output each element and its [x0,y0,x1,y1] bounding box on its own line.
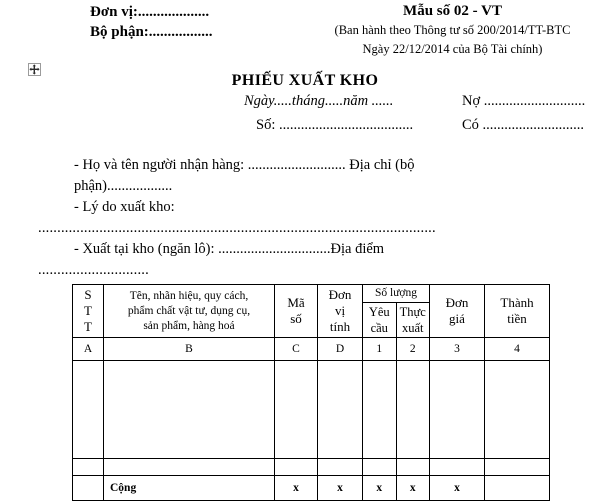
marker-cell-a: A [73,338,104,361]
header-cell-quantity-requested [363,303,397,338]
marker-cell-4: 4 [485,338,550,361]
cell-code[interactable] [275,361,318,459]
goods-table [72,284,550,501]
total-cell-amount [485,476,550,501]
cell-unit-price[interactable] [430,361,485,459]
stt-letter-2: T [84,303,92,318]
cell-amount[interactable] [485,459,550,476]
dotted-filler-line-2: ............................. [38,262,149,278]
receiver-department-line: phận).................. [74,178,173,194]
header-cell-name [104,285,275,338]
cell-qty-requested[interactable] [363,361,397,459]
total-cell-qty-requested: x [363,476,397,501]
table-total-row [73,476,550,501]
header-cell-unit-price [430,285,485,338]
cell-qty-requested[interactable] [363,459,397,476]
marker-cell-b: B [104,338,275,361]
warehouse-location-line: - Xuất tại kho (ngăn lô): ...............................Địa điểm [74,241,385,257]
table-column-marker-row [73,338,550,361]
marker-cell-d: D [318,338,363,361]
title-block [0,72,600,138]
document-number-line: Số: ..................................... [256,117,414,133]
cell-unit[interactable] [318,459,363,476]
cell-name[interactable] [104,459,275,476]
form-code-label: Mẫu số 02 - VT [403,3,502,19]
credit-account-line: Có ............................ [462,117,585,133]
export-reason-line: - Lý do xuất kho: [74,199,175,215]
total-label: Cộng [104,476,275,501]
header-cell-stt [73,285,104,338]
total-cell-unit-price: x [430,476,485,501]
table-row[interactable] [73,361,550,459]
marker-cell-3: 3 [430,338,485,361]
code-header-line-2: số [290,311,302,326]
unit-price-header-line-1: Đơn [445,295,469,310]
code-header-line-1: Mã [287,295,305,310]
document-date-line: Ngày.....tháng.....năm ...... [244,93,394,109]
cell-stt[interactable] [73,361,104,459]
cell-unit[interactable] [318,361,363,459]
cell-stt[interactable] [73,459,104,476]
goods-table-container [72,284,550,501]
stt-letter-1: S [84,287,92,302]
qty-actual-line-2: xuất [401,321,424,335]
cell-code[interactable] [275,459,318,476]
stt-letter-3: T [84,319,92,334]
qty-requested-line-2: cầu [370,321,388,335]
cell-qty-actual[interactable] [396,459,430,476]
header-cell-quantity: Số lượng [363,285,430,303]
table-header-row [73,285,550,303]
form-decree-label: (Ban hành theo Thông tư số 200/2014/TT-BTC [334,23,571,37]
cell-unit-price[interactable] [430,459,485,476]
name-header-line-1: Tên, nhãn hiệu, quy cách, [129,289,249,302]
name-header-line-3: sản phẩm, hàng hoá [143,319,235,332]
form-reference-block [310,2,595,59]
table-row[interactable] [73,459,550,476]
form-date-label: Ngày 22/12/2014 của Bộ Tài chính) [362,42,543,56]
cell-amount[interactable] [485,361,550,459]
cell-name[interactable] [104,361,275,459]
total-cell-qty-actual: x [396,476,430,501]
amount-header-line-2: tiền [507,311,527,326]
department-label: Bộ phận:................. [90,24,213,40]
dotted-filler-line-1: ........................................................................................................ [38,220,436,236]
marker-cell-c: C [275,338,318,361]
total-cell-unit: x [318,476,363,501]
marker-cell-1: 1 [363,338,397,361]
unit-label: Đơn vị:................... [90,4,210,20]
header-cell-amount [485,285,550,338]
marker-cell-2: 2 [396,338,430,361]
title-number-row [0,117,600,138]
debit-account-line: Nợ ............................ [462,93,586,109]
unit-header-line-2: vị [334,303,346,318]
qty-requested-line-1: Yêu [368,305,390,319]
total-cell-code: x [275,476,318,501]
unit-header-line-1: Đơn [328,287,352,302]
unit-price-header-line-2: giá [449,311,465,326]
header-cell-code [275,285,318,338]
total-cell-stt [73,476,104,501]
page-title: PHIẾU XUẤT KHO [231,72,379,89]
header-cell-quantity-actual [396,303,430,338]
cell-qty-actual[interactable] [396,361,430,459]
amount-header-line-1: Thành [500,295,534,310]
unit-header-line-3: tính [329,319,351,334]
unit-info-block [90,2,213,42]
receiver-name-line: - Họ và tên người nhận hàng: ........................... Địa chỉ (bộ [74,157,415,173]
qty-actual-line-1: Thực [399,305,426,319]
title-date-row [0,93,600,114]
name-header-line-2: phẩm chất vật tư, dụng cụ, [127,304,251,317]
header-cell-unit [318,285,363,338]
document-header [0,0,600,62]
form-body-lines [0,155,600,281]
